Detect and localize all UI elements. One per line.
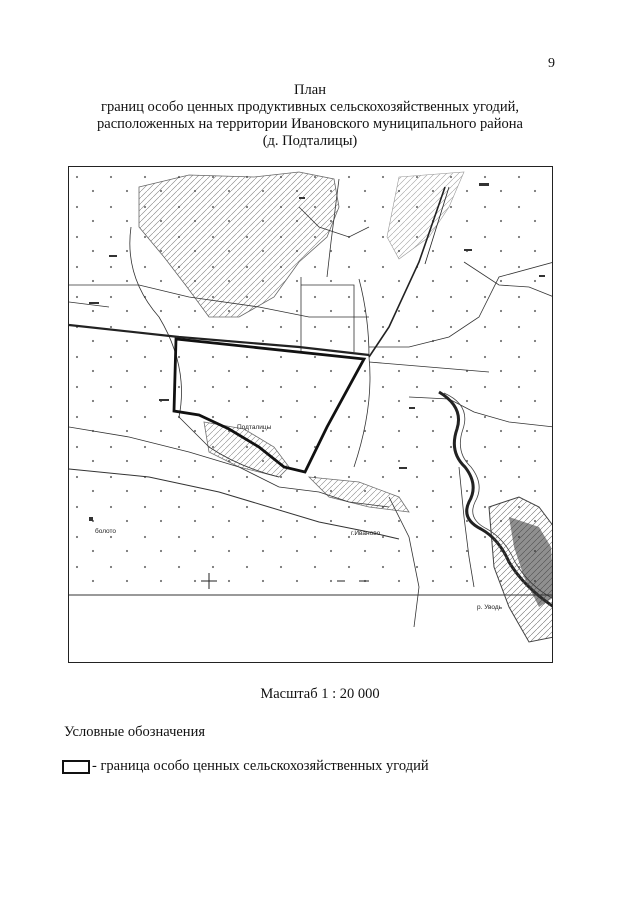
title-line-2: границ особо ценных продуктивных сельскохозяйственных угодий, <box>101 99 519 115</box>
page-number: 9 <box>548 56 555 71</box>
legend-title: Условные обозначения <box>64 724 205 740</box>
title-line-4: (д. Подталицы) <box>262 133 358 149</box>
title-block <box>60 82 560 150</box>
map-frame <box>68 166 553 663</box>
title-line-3: расположенных на территории Ивановского муниципального района <box>97 116 523 132</box>
scale-text: Масштаб 1 : 20 000 <box>260 686 380 702</box>
label-settlement: г.Иваново <box>351 530 381 537</box>
legend-row <box>62 758 429 775</box>
label-marsh: болото <box>95 528 117 535</box>
title-line-1: План <box>294 82 326 98</box>
boundary-swatch <box>62 760 90 774</box>
label-village: Подталицы <box>237 424 272 431</box>
label-river: р. Уводь <box>477 604 503 611</box>
cadastral-map <box>69 167 553 663</box>
legend-boundary-text: - граница особо ценных сельскохозяйственных угодий <box>92 758 429 774</box>
